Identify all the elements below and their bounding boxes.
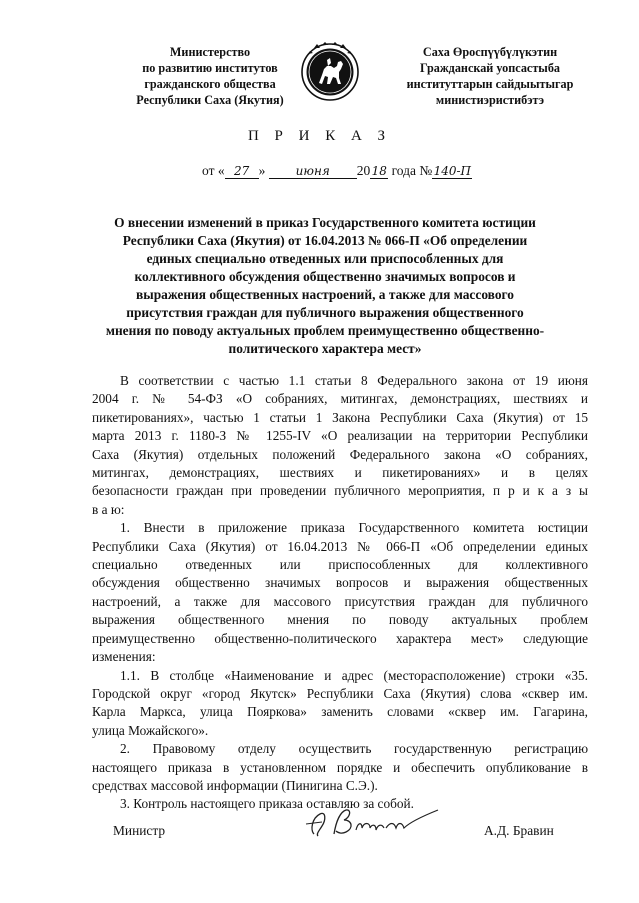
- date-day-handwritten: 27: [225, 164, 259, 179]
- order-dateline: [202, 163, 582, 179]
- subject-line: политического характера мест»: [228, 341, 422, 356]
- body-line: 2. Правовому отделу осуществить государственную регистрацию: [120, 741, 588, 757]
- dateline-year-prefix: 20: [356, 163, 371, 178]
- dateline-prefix: от «: [202, 163, 225, 178]
- ministry-name-yakut: [380, 44, 600, 108]
- body-line: в а ю:: [92, 501, 125, 517]
- signatory-position: Министр: [113, 823, 166, 838]
- ministry-name-russian: [100, 44, 320, 108]
- signatory-name: А.Д. Бравин: [484, 823, 554, 838]
- body-line: 3. Контроль настоящего приказа оставляю за собой.: [120, 796, 414, 812]
- header-left-line: Министерство: [169, 45, 251, 59]
- header-left-line: гражданского общества: [144, 77, 276, 91]
- body-line: настроений, а также для массового присутствия граждан для публичного: [92, 593, 588, 609]
- subject-line: Республики Саха (Якутия) от 16.04.2013 № 066-П «Об определении: [122, 233, 528, 248]
- body-line: средствах массовой информации (Пинигина С.Э.).: [92, 777, 378, 793]
- order-number-handwritten: 140-П: [433, 164, 472, 178]
- body-line: улица Можайского».: [92, 722, 209, 738]
- body-line: Саха (Якутия) отдельных положений Федерального закона «О собраниях,: [92, 446, 588, 462]
- date-year-handwritten: 18: [371, 164, 387, 178]
- body-line: 1.1. В столбце «Наименование и адрес (месторасположение) строки «35.: [120, 667, 588, 683]
- body-line: безопасности граждан при проведении публичного мероприятия, п р и к а з ы: [92, 483, 588, 499]
- dateline-mid: »: [258, 163, 266, 178]
- republic-emblem-icon: [300, 42, 360, 102]
- header-right-line: министиэристибэтэ: [435, 93, 545, 107]
- body-line: пикетированиях», частью 1 статьи 1 Закона Республики Саха (Якутия) от 15: [92, 409, 588, 425]
- body-line: митингах, демонстрациях, шествиях и пикетированиях» и в целях: [92, 465, 588, 481]
- date-month-handwritten: июня: [269, 164, 357, 179]
- subject-line: выражения общественных настроений, а также для массового: [136, 287, 514, 302]
- body-line: марта 2013 г. 1180-З № 1255-IV «О реализации на территории Республики: [92, 428, 588, 444]
- header-left-line: по развитию институтов: [142, 61, 278, 75]
- header-right-line: институттарын сайдыытыгар: [406, 77, 574, 91]
- body-line: выражения общественного мнения по поводу актуальных проблем: [92, 612, 588, 628]
- subject-line: мнения по поводу актуальных проблем преимущественно общественно-: [105, 323, 545, 338]
- body-line: настоящего приказа в установленном порядке и обеспечить опубликование в: [92, 759, 588, 775]
- body-line: преимущественно общественно-политического характера мест» следующие: [92, 630, 588, 646]
- order-subject: [92, 214, 558, 358]
- subject-line: присутствия граждан для публичного выражения общественного: [126, 305, 524, 320]
- body-line: 2004 г. № 54-ФЗ «О собраниях, митингах, демонстрациях, шествиях и: [92, 391, 588, 407]
- body-line: специально отведенных или приспособленных для коллективного: [92, 557, 588, 573]
- body-line: обсуждения общественно значимых вопросов и выражения общественных: [92, 575, 588, 591]
- subject-line: О внесении изменений в приказ Государственного комитета юстиции: [114, 215, 536, 230]
- body-line: изменения:: [92, 649, 156, 665]
- subject-line: единых специально отведенных или приспособленных для: [146, 251, 504, 266]
- header-right-line: Саха Өроспүүбүлүкэтин: [422, 45, 558, 59]
- subject-line: коллективного обсуждения общественно значимых вопросов и: [134, 269, 516, 284]
- handwritten-signature-icon: [300, 800, 450, 844]
- body-line: 1. Внести в приложение приказа Государственного комитета юстиции: [120, 520, 588, 536]
- order-body: [92, 372, 588, 814]
- body-line: В соответствии с частью 1.1 статьи 8 Федерального закона от 19 июня: [120, 373, 588, 388]
- body-line: Городской округ «город Якутск» Республики Саха (Якутия) слова «сквер им.: [92, 685, 588, 701]
- body-line: Республики Саха (Якутия) от 16.04.2013 № 066-П «Об определении единых: [92, 538, 588, 554]
- header-left-line: Республики Саха (Якутия): [136, 93, 284, 107]
- document-title: П Р И К А З: [247, 128, 392, 144]
- dateline-year-word: года №: [388, 163, 433, 178]
- header-right-line: Гражданскай уопсастыба: [419, 61, 561, 75]
- body-line: Карла Маркса, улица Пояркова» заменить словами «сквер им. Гагарина,: [92, 704, 588, 720]
